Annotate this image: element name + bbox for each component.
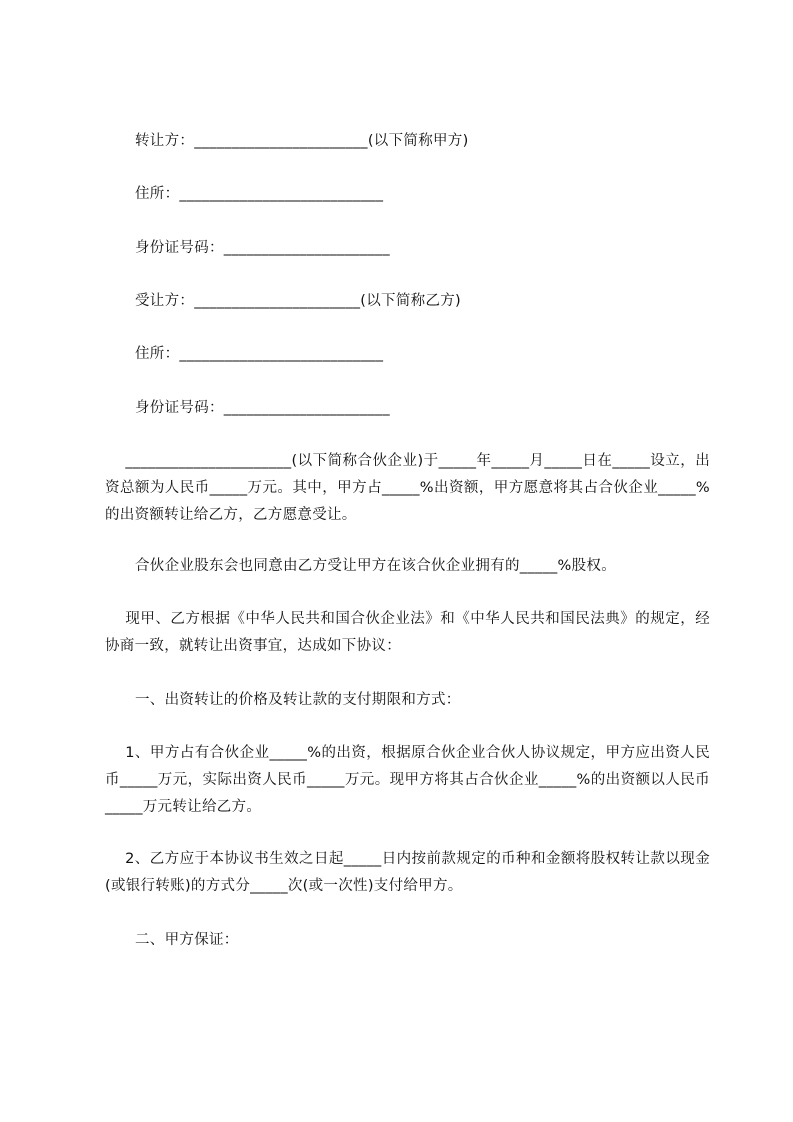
transferor-address-line: 住所：___________________________ bbox=[135, 186, 384, 202]
shareholders-paragraph: 合伙企业股东会也同意由乙方受让甲方在该合伙企业拥有的_____%股权。 bbox=[135, 558, 617, 574]
transferee-line: 受让方：______________________(以下简称乙方) bbox=[135, 293, 462, 309]
section-one-heading: 一、出资转让的价格及转让款的支付期限和方式： bbox=[135, 692, 461, 708]
basis-paragraph: 现甲、乙方根据《中华人民共和国合伙企业法》和《中华人民共和国民法典》的规定，经协商一致，就转让出资事宜，达成如下协议： bbox=[105, 611, 710, 654]
transferor-id-line: 身份证号码：______________________ bbox=[135, 240, 390, 256]
clause-one-paragraph: 1、甲方占有合伙企业_____%的出资，根据原合伙企业合伙人协议规定，甲方应出资人民币_____万元，实际出资人民币_____万元。现甲方将其占合伙企业_____%的出资额以人民币_____万元转让给乙方。 bbox=[105, 745, 710, 815]
enterprise-paragraph: ______________________(以下简称合伙企业)于_____年_____月_____日在_____设立，出资总额为人民币_____万元。其中，甲方占_____%出资额，甲方愿意将其占合伙企业_____%的出资额转让给乙方，乙方愿意受让。 bbox=[105, 453, 710, 523]
section-two-heading: 二、甲方保证： bbox=[135, 932, 239, 948]
transferee-id-line: 身份证号码：______________________ bbox=[135, 400, 390, 416]
clause-two-paragraph: 2、乙方应于本协议书生效之日起_____日内按前款规定的币种和金额将股权转让款以现金(或银行转账)的方式分_____次(或一次性)支付给甲方。 bbox=[105, 851, 710, 894]
transferor-line: 转让方：_______________________(以下简称甲方) bbox=[135, 133, 469, 149]
transferee-address-line: 住所：___________________________ bbox=[135, 346, 384, 362]
